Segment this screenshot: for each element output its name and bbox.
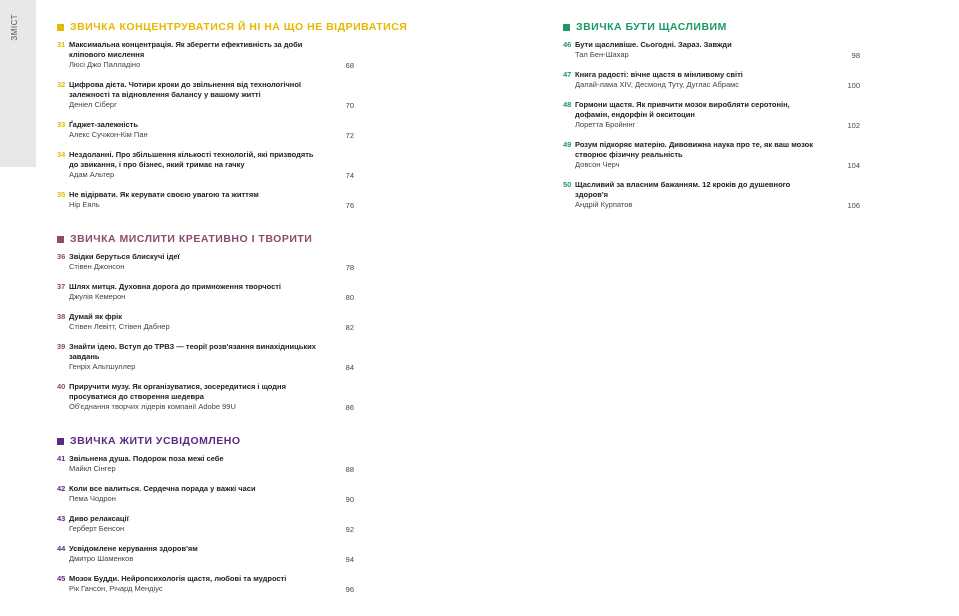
entry-page: 106 (847, 201, 860, 210)
toc-entry[interactable] (563, 140, 863, 170)
section-title: ЗВИЧКА ЖИТИ УСВІДОМЛЕНО (70, 435, 241, 447)
toc-entry[interactable] (563, 180, 863, 210)
entry-number: 45 (57, 574, 66, 583)
entry-page: 76 (345, 201, 354, 210)
entry-page: 88 (345, 465, 354, 474)
entry-title: Цифрова дієта. Чотири кроки до звільнення від технологічної залежності та відновлення балансу у вашому житті (69, 80, 302, 99)
entry-title: Щасливий за власним бажанням. 12 кроків до душевного здоров'я (575, 180, 791, 199)
entry-page: 80 (345, 293, 354, 302)
toc-entry[interactable] (57, 312, 357, 332)
entry-author: Об'єднання творчих лідерів компанії Adobe 99U (69, 402, 236, 411)
entry-title: Мозок Будди. Нейропсихологія щастя, любові та мудрості (69, 574, 287, 583)
entry-page: 72 (345, 131, 354, 140)
entry-number: 36 (57, 252, 66, 261)
entry-title: Бути щасливіше. Сьогодні. Зараз. Завжди (575, 40, 732, 49)
entry-page: 84 (345, 363, 354, 372)
section-title: ЗВИЧКА КОНЦЕНТРУВАТИСЯ Й НІ НА ЩО НЕ ВІДРИВАТИСЯ (70, 21, 408, 33)
entry-page: 90 (345, 495, 354, 504)
entry-number: 31 (57, 40, 66, 49)
section-header (57, 232, 357, 246)
entry-author: Далай-лама XIV, Десмонд Туту, Дуглас Абрамс (575, 80, 740, 89)
entry-title: Книга радості: вічне щастя в мінливому світі (575, 70, 743, 79)
right-column (563, 20, 863, 232)
toc-entry[interactable] (57, 484, 357, 504)
section-happy (563, 20, 863, 210)
entry-title: Звідки беруться блискучі ідеї (69, 252, 180, 261)
section-header (563, 20, 863, 34)
side-tab (0, 0, 36, 167)
side-tab-label: ЗМІСТ (10, 14, 19, 41)
entry-number: 42 (57, 484, 66, 493)
toc-entry[interactable] (563, 70, 863, 90)
entry-author: Майкл Сінгер (69, 464, 116, 473)
entry-number: 49 (563, 140, 572, 149)
toc-entry[interactable] (57, 40, 357, 70)
entry-title: Гормони щастя. Як привчити мозок виробляти серотонін, дофамін, ендорфін й окситоцин (575, 100, 790, 119)
entry-title: Приручити музу. Як організуватися, зосередитися і щодня просуватися до створення шедевра (69, 382, 286, 401)
section-focus (57, 20, 408, 210)
entry-author: Джулія Кемерон (69, 292, 126, 301)
toc-entry[interactable] (57, 382, 357, 412)
section-header (57, 434, 357, 448)
toc-entry[interactable] (57, 574, 357, 594)
entry-page: 100 (847, 81, 860, 90)
entry-number: 38 (57, 312, 66, 321)
entry-page: 68 (345, 61, 354, 70)
entry-title: Диво релаксації (69, 514, 129, 523)
entry-number: 34 (57, 150, 66, 159)
entry-page: 70 (345, 101, 354, 110)
entry-number: 43 (57, 514, 66, 523)
entry-page: 102 (847, 121, 860, 130)
section-title: ЗВИЧКА МИСЛИТИ КРЕАТИВНО І ТВОРИТИ (70, 233, 313, 245)
entry-author: Тал Бен-Шахар (575, 50, 629, 59)
section-mindful (57, 434, 357, 594)
toc-entry[interactable] (57, 190, 357, 210)
entry-title: Ґаджет-залежність (69, 120, 138, 129)
entry-title: Усвідомлене керування здоров'ям (69, 544, 198, 553)
entry-author: Андрій Курпатов (575, 200, 633, 209)
entry-title: Думай як фрік (69, 312, 123, 321)
entry-page: 74 (345, 171, 354, 180)
entry-author: Рік Гансон, Річард Мендіус (69, 584, 163, 593)
entry-number: 46 (563, 40, 572, 49)
entry-number: 39 (57, 342, 66, 351)
entry-number: 33 (57, 120, 66, 129)
entry-author: Довсон Черч (575, 160, 620, 169)
entry-page: 78 (345, 263, 354, 272)
toc-entry[interactable] (563, 100, 863, 130)
entry-title: Максимальна концентрація. Як зберегти ефективність за доби кліпового мислення (69, 40, 303, 59)
entry-title: Шлях митця. Духовна дорога до примноження творчості (69, 282, 282, 291)
toc-entry[interactable] (57, 120, 357, 140)
entry-number: 35 (57, 190, 66, 199)
entry-title: Не відірвати. Як керувати своєю увагою та життям (69, 190, 259, 199)
entry-title: Знайти ідею. Вступ до ТРВЗ — теорії розв'язання винахідницьких завдань (69, 342, 316, 361)
entry-number: 44 (57, 544, 66, 553)
entry-number: 41 (57, 454, 66, 463)
entry-title: Розум підкоряє матерію. Дивовижна наука про те, як ваш мозок створює фізичну реальність (575, 140, 814, 159)
entry-author: Нір Еяль (69, 200, 100, 209)
section-marker-icon (57, 24, 64, 31)
toc-entry[interactable] (57, 342, 357, 372)
entry-page: 104 (847, 161, 860, 170)
entry-author: Стівен Джонсон (69, 262, 125, 271)
entry-author: Пема Чодрон (69, 494, 116, 503)
toc-entry[interactable] (563, 40, 863, 60)
toc-entry[interactable] (57, 150, 357, 180)
section-creative (57, 232, 357, 412)
section-marker-icon (57, 438, 64, 445)
entry-author: Дмитро Шаменков (69, 554, 134, 563)
toc-entry[interactable] (57, 544, 357, 564)
entry-title: Звільнена душа. Подорож поза межі себе (69, 454, 224, 463)
entry-author: Деніел Сіберг (69, 100, 117, 109)
toc-entry[interactable] (57, 80, 357, 110)
entry-title: Коли все валиться. Сердечна порада у важкі часи (69, 484, 256, 493)
entry-page: 86 (345, 403, 354, 412)
entry-number: 32 (57, 80, 66, 89)
entry-author: Адам Альтер (69, 170, 115, 179)
entry-page: 94 (345, 555, 354, 564)
entry-page: 92 (345, 525, 354, 534)
entry-author: Лоретта Бройнінг (575, 120, 636, 129)
entry-author: Стівен Левітт, Стівен Дабнер (69, 322, 170, 331)
entry-title: Нездоланні. Про збільшення кількості технологій, які призводять до звикання, і про бізнес, який тримає на гачку (69, 150, 314, 169)
section-marker-icon (57, 236, 64, 243)
entry-number: 37 (57, 282, 66, 291)
entry-author: Генріх Альтшуллер (69, 362, 136, 371)
section-header (57, 20, 408, 34)
section-title: ЗВИЧКА БУТИ ЩАСЛИВИМ (576, 21, 727, 33)
entry-number: 48 (563, 100, 572, 109)
toc-entry[interactable] (57, 252, 357, 272)
entry-author: Люсі Джо Палладіно (69, 60, 141, 69)
toc-entry[interactable] (57, 282, 357, 302)
entry-number: 40 (57, 382, 66, 391)
entry-page: 96 (345, 585, 354, 594)
toc-entry[interactable] (57, 454, 357, 474)
left-column (57, 20, 408, 616)
entry-author: Алекс Сучжон-Кім Пан (69, 130, 148, 139)
entry-author: Герберт Бенсон (69, 524, 125, 533)
entry-page: 82 (345, 323, 354, 332)
entry-number: 47 (563, 70, 572, 79)
entry-page: 98 (851, 51, 860, 60)
toc-entry[interactable] (57, 514, 357, 534)
entry-number: 50 (563, 180, 572, 189)
section-marker-icon (563, 24, 570, 31)
